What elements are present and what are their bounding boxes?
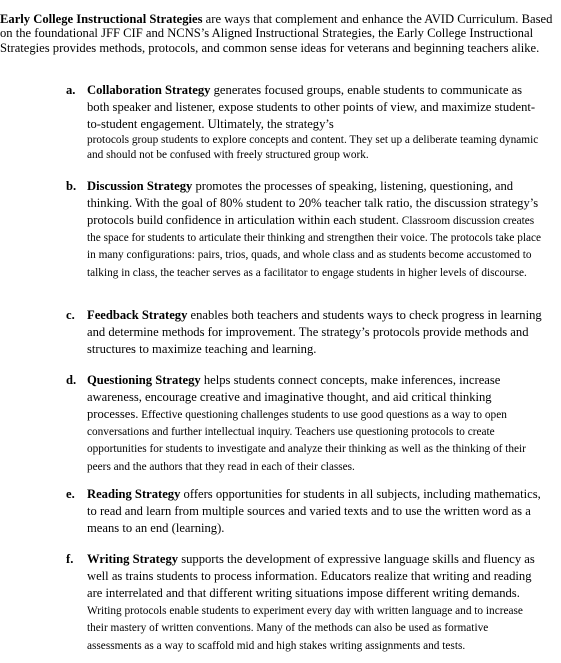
- list-marker: e.: [66, 487, 75, 501]
- strategy-term: Feedback Strategy: [87, 308, 188, 322]
- strategy-description: supports the development of expressive language skills and fluency as well as trains students to process information. Educators realize that writing and reading are interrelated and that different writing situations impose different writing demands.: [87, 552, 535, 600]
- intro-lead: Early College Instructional Strategies: [0, 11, 203, 26]
- strategy-body: [87, 486, 545, 537]
- strategy-body: [87, 307, 545, 358]
- strategy-extra-text: protocols group students to explore concepts and content. They set up a deliberate teaming dynamic and should not be confused with freely structured group work.: [87, 134, 539, 162]
- strategy-extra-text: Classroom discussion creates the space for students to articulate their thinking and strengthen their voice. The protocols take place in many configurations: pairs, trios, quads, and whole class and as students become accustomed to talking in class, the teacher serves as a facilitator to engage students in higher levels of discourse.: [87, 215, 542, 279]
- intro-paragraph: [0, 12, 558, 56]
- strategy-term: Collaboration Strategy: [87, 83, 211, 97]
- strategy-body: [87, 551, 545, 654]
- list-marker: c.: [66, 308, 75, 322]
- strategy-description: generates focused groups, enable students to communicate as both speaker and listener, expose students to other points of view, and maximize student-to-student engagement. Ultimately, the strategy’s: [87, 83, 536, 131]
- list-marker: f.: [66, 552, 74, 566]
- strategy-description: enables both teachers and students ways to check progress in learning and determine methods for improvement. The strategy’s protocols provide methods and structures to maximize teaching and learning.: [87, 308, 542, 356]
- intro-text: are ways that complement and enhance the AVID Curriculum. Based on the foundational JFF CIF and NCNS’s Aligned Instructional Strategies, the Early College Instructional Strategies provides methods, protocols, and common sense ideas for veterans and beginning teachers alike.: [0, 11, 553, 56]
- list-marker: b.: [66, 179, 77, 193]
- strategy-term: Discussion Strategy: [87, 179, 193, 193]
- strategy-main-text: [87, 82, 545, 133]
- strategy-extra-text: Writing protocols enable students to experiment every day with written language and to increase their mastery of written conventions. Many of the methods can also be used as formative assessments as a way to scaffold mid and high stakes writing assignments and tests.: [87, 605, 523, 652]
- strategy-main-text: [87, 486, 545, 537]
- strategy-main-text: [87, 372, 545, 475]
- strategy-body: [87, 82, 545, 163]
- list-marker: a.: [66, 83, 76, 97]
- strategy-body: [87, 372, 545, 475]
- strategy-description: promotes the processes of speaking, listening, questioning, and thinking. With the goal of 80% student to 20% teacher talk ratio, the discussion strategy’s protocols build confidence in articulation within each student.: [87, 179, 539, 227]
- strategy-main-text: [87, 178, 545, 281]
- strategy-term: Writing Strategy: [87, 552, 179, 566]
- list-marker: d.: [66, 373, 77, 387]
- strategy-body: [87, 178, 545, 281]
- strategy-main-text: [87, 551, 545, 654]
- strategy-description: helps students connect concepts, make inferences, increase awareness, encourage creative and imaginative thought, and aid critical thinking processes.: [87, 373, 501, 421]
- strategy-term: Questioning Strategy: [87, 373, 201, 387]
- strategy-term: Reading Strategy: [87, 487, 181, 501]
- strategy-extra-text: Effective questioning challenges students to use good questions as a way to open conversations and further intellectual inquiry. Teachers use questioning protocols to create opportunities for students to investigate and analyze their thinking as well as the thinking of their peers and the authors that they read in each of their classes.: [87, 409, 526, 473]
- strategy-main-text: [87, 307, 545, 358]
- strategy-description: offers opportunities for students in all subjects, including mathematics, to read and learn from multiple sources and varied texts and to use the written word as a means to an end (learning).: [87, 487, 541, 535]
